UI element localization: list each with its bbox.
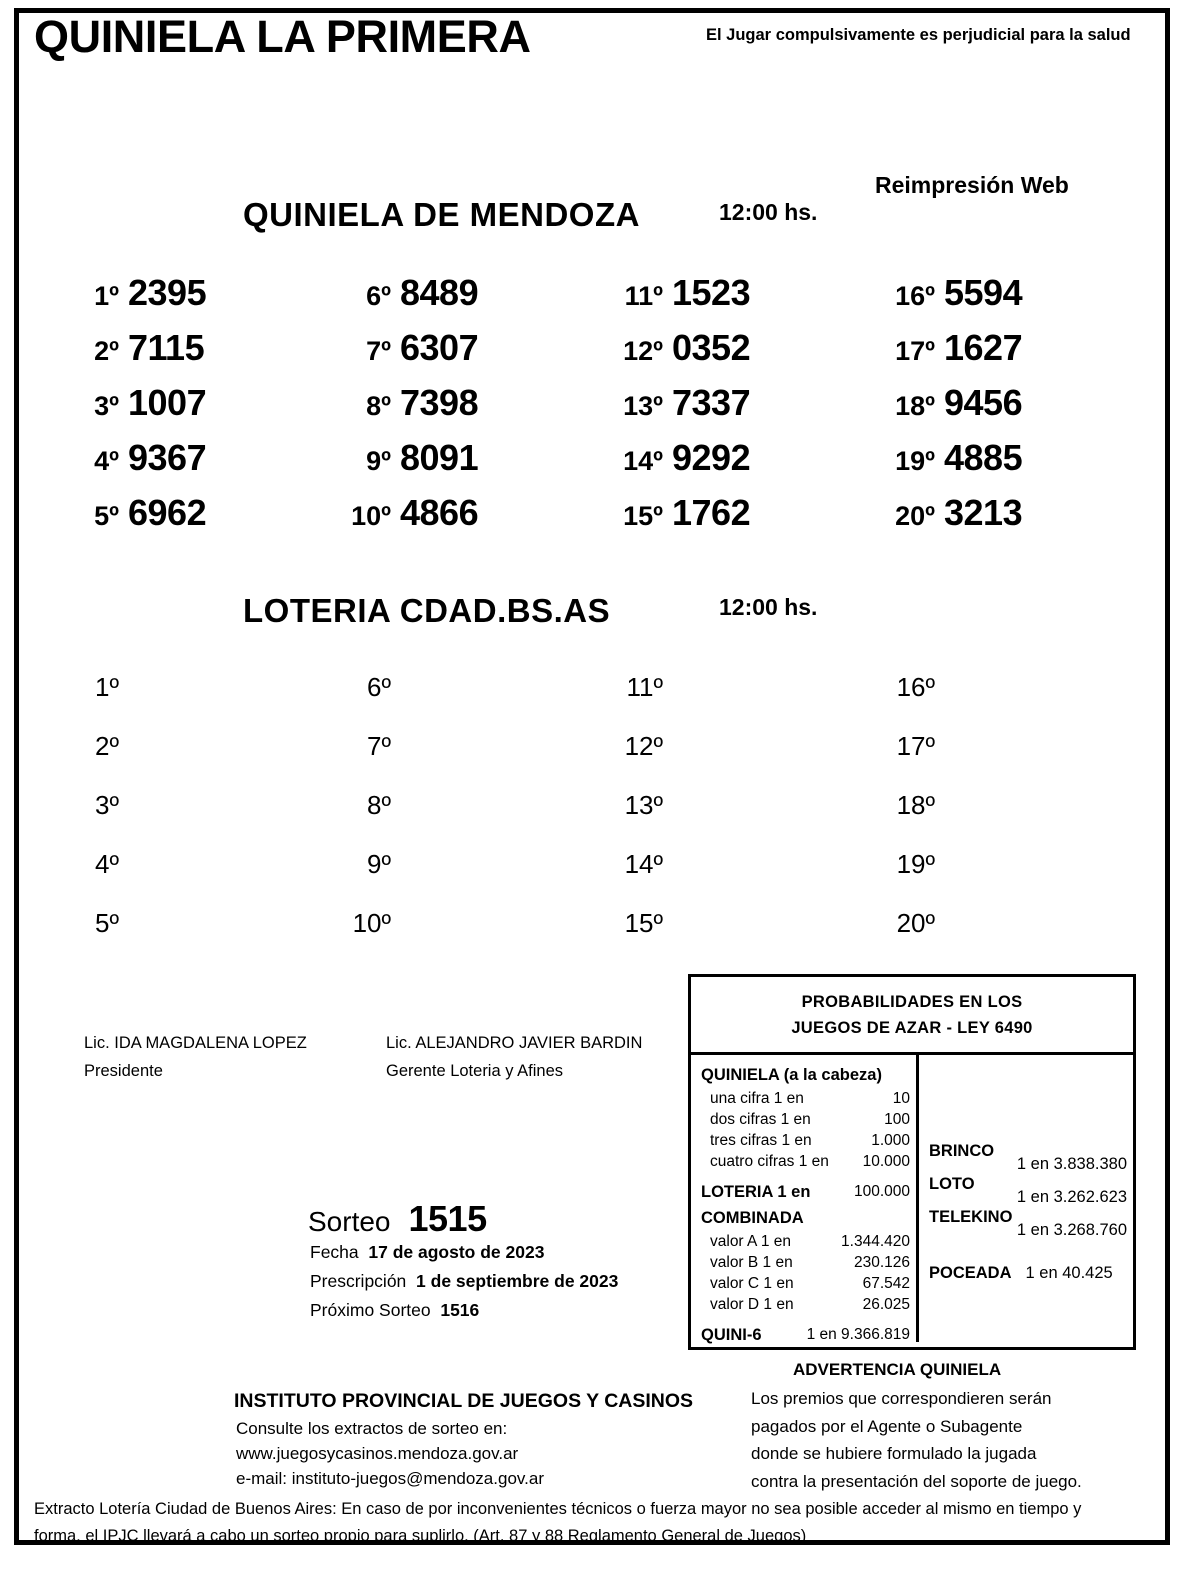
- result-ordinal: 2º: [95, 731, 119, 761]
- result-ordinal: 16º: [896, 672, 935, 702]
- result-ordinal: 9º: [367, 849, 391, 879]
- result-entry: [610, 849, 882, 908]
- result-entry: [338, 790, 610, 849]
- result-ordinal: 5º: [95, 908, 119, 938]
- sorteo-fecha-value: 17 de agosto de 2023: [368, 1242, 545, 1262]
- result-ordinal: 8º: [367, 790, 391, 820]
- result-entry: [338, 908, 610, 967]
- probability-row: [701, 1109, 912, 1130]
- result-ordinal: 4º: [94, 446, 119, 476]
- game-name: TELEKINO: [929, 1208, 1013, 1227]
- result-number: 4866: [400, 492, 479, 533]
- result-entry: [66, 437, 338, 492]
- result-entry: [66, 492, 338, 547]
- sorteo-prescripcion-row: [310, 1271, 618, 1292]
- result-ordinal: 14º: [623, 446, 663, 476]
- result-entry: [882, 908, 1154, 967]
- quiniela-row-label: una cifra 1 en: [710, 1089, 804, 1107]
- advertencia-line: Los premios que correspondieren serán: [751, 1389, 1052, 1408]
- result-entry: [882, 790, 1154, 849]
- result-ordinal: 12º: [623, 336, 663, 366]
- quiniela-row-value: 1.000: [871, 1131, 910, 1149]
- result-ordinal: 11º: [626, 672, 663, 702]
- sorteo-proximo-value: 1516: [440, 1300, 480, 1320]
- combinada-rows: [701, 1231, 912, 1315]
- result-number: 8489: [400, 272, 479, 313]
- result-entry: [882, 437, 1154, 492]
- result-entry: [338, 272, 610, 327]
- result-entry: [338, 849, 610, 908]
- result-entry: [882, 382, 1154, 437]
- probabilities-header: [691, 977, 1133, 1055]
- result-ordinal: 3º: [95, 790, 119, 820]
- probability-row: [701, 1130, 912, 1151]
- footnote-line1: Extracto Lotería Ciudad de Buenos Aires: En caso de por inconvenientes técnicos o fuerza mayor no sea posible acceder al mismo en tiempo y: [34, 1500, 1082, 1518]
- result-entry: [66, 849, 338, 908]
- result-number: 8091: [400, 437, 479, 478]
- probability-row: [701, 1151, 912, 1172]
- quini6-label: QUINI-6: [701, 1326, 762, 1345]
- result-entry: [610, 672, 882, 731]
- result-number: 2395: [128, 272, 207, 313]
- advertencia-line: pagados por el Agente o Subagente: [751, 1416, 1023, 1436]
- result-entry: [338, 492, 610, 547]
- loteria-row: [701, 1181, 912, 1204]
- quiniela-group-title: QUINIELA (a la cabeza): [701, 1066, 882, 1085]
- result-number: 3213: [944, 492, 1023, 533]
- game-odds: 1 en 3.268.760: [1016, 1221, 1127, 1240]
- result-ordinal: 19º: [895, 446, 935, 476]
- result-entry: [610, 272, 882, 327]
- sorteo-prescripcion-label: Prescripción: [310, 1271, 407, 1291]
- result-entry: [338, 672, 610, 731]
- signature-name-manager: Lic. ALEJANDRO JAVIER BARDIN: [386, 1034, 643, 1052]
- result-entry: [66, 382, 338, 437]
- sorteo-prescripcion-value: 1 de septiembre de 2023: [416, 1271, 619, 1291]
- sorteo-fecha-label: Fecha: [310, 1242, 359, 1262]
- signature-role-president: Presidente: [84, 1062, 163, 1080]
- result-ordinal: 5º: [94, 501, 119, 531]
- result-number: 6307: [400, 327, 479, 368]
- probabilities-box: [688, 974, 1136, 1350]
- result-ordinal: 16º: [895, 281, 935, 311]
- result-ordinal: 3º: [94, 391, 119, 421]
- result-ordinal: 15º: [624, 908, 663, 938]
- result-ordinal: 12º: [624, 731, 663, 761]
- game-name: POCEADA: [929, 1264, 1012, 1283]
- quiniela-row-value: 10.000: [862, 1152, 910, 1170]
- advertencia-lines: [751, 1385, 1082, 1495]
- reprint-web-label: Reimpresión Web: [875, 172, 1069, 198]
- combinada-row-value: 1.344.420: [841, 1232, 910, 1250]
- result-ordinal: 13º: [623, 391, 663, 421]
- combinada-row-value: 67.542: [862, 1274, 910, 1292]
- game-probability: [929, 1208, 1127, 1240]
- game-probability: [929, 1264, 1127, 1283]
- result-entry: [882, 492, 1154, 547]
- game-odds: 1 en 3.838.380: [1016, 1155, 1127, 1174]
- probability-row: [701, 1273, 912, 1294]
- result-entry: [338, 327, 610, 382]
- result-ordinal: 4º: [95, 849, 119, 879]
- probabilities-left-column: [691, 1055, 919, 1345]
- combinada-row-value: 230.126: [853, 1253, 910, 1271]
- result-entry: [610, 382, 882, 437]
- result-number: 7398: [400, 382, 479, 423]
- result-entry: [66, 327, 338, 382]
- result-number: 1007: [128, 382, 207, 423]
- sorteo-heading: [308, 1198, 487, 1240]
- result-number: 9456: [944, 382, 1023, 423]
- combinada-group-title: COMBINADA: [701, 1209, 804, 1228]
- result-ordinal: 8º: [366, 391, 391, 421]
- instituto-consulte-line: Consulte los extractos de sorteo en:: [236, 1419, 508, 1438]
- advertencia-line: contra la presentación del soporte de juego.: [751, 1471, 1082, 1491]
- instituto-website[interactable]: www.juegosycasinos.mendoza.gov.ar: [236, 1444, 519, 1463]
- combinada-row-label: valor B 1 en: [710, 1253, 793, 1271]
- section-time-bsas: 12:00 hs.: [719, 594, 818, 620]
- result-number: 5594: [944, 272, 1023, 313]
- advertencia-title: ADVERTENCIA QUINIELA: [793, 1360, 1002, 1379]
- result-entry: [338, 731, 610, 790]
- section-title-bsas: LOTERIA CDAD.BS.AS: [243, 592, 611, 629]
- result-entry: [610, 492, 882, 547]
- game-probability: [929, 1175, 1127, 1207]
- result-ordinal: 11º: [624, 281, 663, 311]
- result-number: 0352: [672, 327, 751, 368]
- result-entry: [66, 790, 338, 849]
- result-ordinal: 17º: [896, 731, 935, 761]
- result-entry: [66, 731, 338, 790]
- sorteo-word-label: Sorteo: [308, 1206, 391, 1237]
- quiniela-row-label: cuatro cifras 1 en: [710, 1152, 829, 1170]
- right-games-list: [929, 1142, 1127, 1283]
- game-odds: 1 en 40.425: [1025, 1264, 1113, 1283]
- result-ordinal: 13º: [624, 790, 663, 820]
- loteria-label: LOTERIA 1 en: [701, 1182, 811, 1201]
- result-ordinal: 19º: [896, 849, 935, 879]
- result-entry: [610, 731, 882, 790]
- quiniela-rows: [701, 1088, 912, 1172]
- result-ordinal: 18º: [896, 790, 935, 820]
- result-entry: [66, 672, 338, 731]
- result-entry: [66, 908, 338, 967]
- result-ordinal: 10º: [351, 501, 391, 531]
- quini6-row: [701, 1324, 912, 1347]
- sorteo-number-value: 1515: [408, 1198, 487, 1239]
- footnote-line2: forma, el IPJC llevará a cabo un sorteo propio para suplirlo. (Art. 87 y 88 Reglamento General de Juegos): [34, 1526, 807, 1545]
- result-ordinal: 15º: [623, 501, 663, 531]
- probability-row: [701, 1294, 912, 1315]
- sorteo-proximo-label: Próximo Sorteo: [310, 1300, 431, 1320]
- section-title-mendoza: QUINIELA DE MENDOZA: [243, 196, 640, 233]
- game-probability: [929, 1142, 1127, 1174]
- result-entry: [66, 272, 338, 327]
- result-ordinal: 20º: [895, 501, 935, 531]
- instituto-email[interactable]: e-mail: instituto-juegos@mendoza.gov.ar: [236, 1469, 544, 1488]
- loteria-value: 100.000: [853, 1182, 910, 1200]
- result-ordinal: 7º: [366, 336, 391, 366]
- signature-role-manager: Gerente Loteria y Afines: [386, 1062, 564, 1080]
- result-ordinal: 17º: [895, 336, 935, 366]
- result-number: 9292: [672, 437, 751, 478]
- instituto-title: INSTITUTO PROVINCIAL DE JUEGOS Y CASINOS: [234, 1390, 694, 1412]
- result-entry: [882, 731, 1154, 790]
- result-ordinal: 6º: [367, 672, 391, 702]
- result-number: 1523: [672, 272, 751, 313]
- gambling-warning-text: El Jugar compulsivamente es perjudicial para la salud: [706, 26, 1131, 44]
- result-ordinal: 9º: [366, 446, 391, 476]
- result-ordinal: 1º: [94, 281, 119, 311]
- sorteo-fecha-row: [310, 1242, 544, 1263]
- combinada-row-label: valor C 1 en: [710, 1274, 794, 1292]
- advertencia-line: donde se hubiere formulado la jugada: [751, 1444, 1037, 1464]
- result-number: 1627: [944, 327, 1023, 368]
- probabilities-body: [691, 1055, 1133, 1345]
- result-number: 6962: [128, 492, 207, 533]
- result-ordinal: 20º: [896, 908, 935, 938]
- signature-name-president: Lic. IDA MAGDALENA LOPEZ: [84, 1034, 307, 1052]
- probability-row: [701, 1231, 912, 1252]
- quini6-value: 1 en 9.366.819: [806, 1326, 910, 1344]
- section-time-mendoza: 12:00 hs.: [719, 199, 818, 225]
- combinada-row-label: valor D 1 en: [710, 1295, 794, 1313]
- result-entry: [882, 672, 1154, 731]
- footnote: [34, 1496, 1144, 1549]
- combinada-row-value: 26.025: [862, 1295, 910, 1313]
- probability-row: [701, 1252, 912, 1273]
- result-number: 7115: [128, 327, 205, 368]
- probability-row: [701, 1088, 912, 1109]
- result-entry: [610, 437, 882, 492]
- result-ordinal: 1º: [95, 672, 119, 702]
- result-number: 9367: [128, 437, 207, 478]
- sorteo-proximo-row: [310, 1300, 479, 1321]
- result-entry: [610, 327, 882, 382]
- result-number: 4885: [944, 437, 1023, 478]
- results-grid-bsas: [66, 672, 1154, 967]
- combinada-row-label: valor A 1 en: [710, 1232, 792, 1250]
- results-grid-mendoza: [66, 272, 1154, 547]
- quiniela-row-value: 100: [884, 1110, 910, 1128]
- game-name: BRINCO: [929, 1142, 995, 1161]
- quiniela-row-label: tres cifras 1 en: [710, 1131, 812, 1149]
- probabilities-right-column: [919, 1055, 1133, 1342]
- result-entry: [610, 908, 882, 967]
- result-ordinal: 6º: [366, 281, 391, 311]
- result-ordinal: 7º: [367, 731, 391, 761]
- result-entry: [610, 790, 882, 849]
- result-ordinal: 18º: [895, 391, 935, 421]
- result-ordinal: 10º: [352, 908, 391, 938]
- quiniela-row-value: 10: [892, 1089, 910, 1107]
- result-entry: [338, 382, 610, 437]
- game-name: LOTO: [929, 1175, 975, 1194]
- result-entry: [338, 437, 610, 492]
- result-ordinal: 2º: [94, 336, 119, 366]
- result-entry: [882, 327, 1154, 382]
- probabilities-header-line1: PROBABILIDADES EN LOS: [801, 993, 1023, 1011]
- game-odds: 1 en 3.262.623: [1016, 1188, 1127, 1207]
- quiniela-row-label: dos cifras 1 en: [710, 1110, 811, 1128]
- probabilities-header-line2: JUEGOS DE AZAR - LEY 6490: [791, 1018, 1033, 1037]
- result-entry: [882, 272, 1154, 327]
- page-title: QUINIELA LA PRIMERA: [34, 11, 531, 62]
- result-ordinal: 14º: [624, 849, 663, 879]
- result-number: 1762: [672, 492, 751, 533]
- result-entry: [882, 849, 1154, 908]
- result-number: 7337: [672, 382, 751, 423]
